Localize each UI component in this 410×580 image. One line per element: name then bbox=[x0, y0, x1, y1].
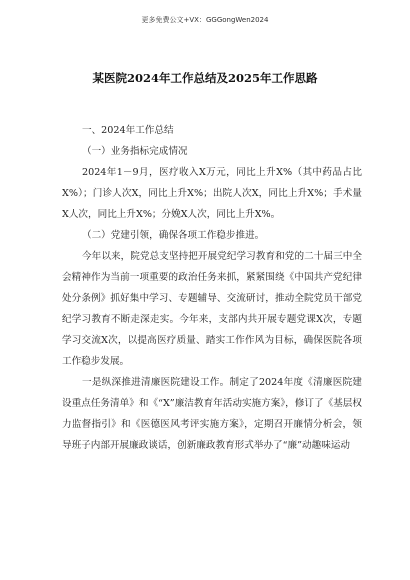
body-paragraph: 一是纵深推进清廉医院建设工作。制定了2024年度《清廉医院建设重点任务清单》和《“X”廉洁教育年活动实施方案》，修订了《基层权力监督指引》和《医德医风考评实施方案》，定期召开廉情分析会，领导班子内部开展廉政谈话，创新廉政教育形式举办了“廉”动趣味运动 bbox=[62, 377, 362, 451]
document-body bbox=[62, 120, 362, 456]
document-title: 某医院2024年工作总结及2025年工作思路 bbox=[92, 71, 318, 85]
section-heading: 一、2024年工作总结 bbox=[82, 125, 174, 136]
subsection-heading: （二）党建引领，确保各项工作稳步推进。 bbox=[82, 230, 265, 241]
body-paragraph: 今年以来，院党总支坚持把开展党纪学习教育和党的二十届三中全会精神作为当前一项重要的政治任务来抓，紧紧围绕《中国共产党纪律处分条例》抓好集中学习、专题辅导、交流研讨，推动全院党员干部党纪学习教育不断走深走实。今年来，支部内共开展专题党课X次，专题学习交流X次，以提高医疗质量、踏实工作作风为目标，确保医院各项工作稳步发展。 bbox=[62, 251, 362, 367]
header-note: 更多免费公文+VX：GGGongWen2024 bbox=[141, 16, 269, 24]
subsection-heading: （一）业务指标完成情况 bbox=[82, 146, 188, 157]
body-paragraph: 2024年1－9月，医疗收入X万元，同比上升X%（其中药品占比X%）；门诊人次X，同比上升X%；出院人次X，同比上升X%；手术量X人次，同比上升X%；分娩X人次，同比上升X%。 bbox=[62, 167, 362, 220]
